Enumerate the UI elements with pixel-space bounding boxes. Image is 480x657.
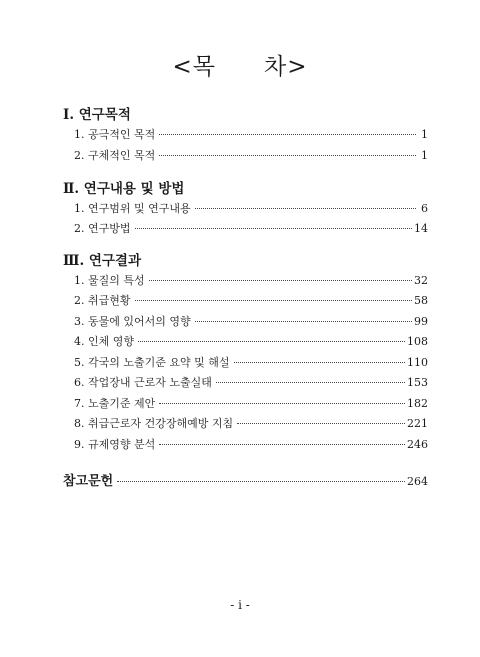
dot-leader (159, 155, 416, 156)
toc-entry[interactable] (74, 220, 428, 236)
dot-leader (149, 280, 412, 281)
toc-entry-page: 108 (407, 335, 428, 348)
toc-entry[interactable] (74, 374, 428, 390)
toc-entry-label: 9. 규제영향 분석 (74, 438, 156, 451)
dot-leader (159, 403, 405, 404)
toc-entry-label: 2. 취급현황 (74, 294, 131, 307)
dot-leader (216, 382, 405, 383)
toc-entry-label: 6. 작업장내 근로자 노출실태 (74, 376, 212, 389)
references-page: 264 (407, 475, 428, 488)
dot-leader (195, 321, 412, 322)
toc-entry-page: 110 (407, 356, 428, 369)
toc-entry-page: 153 (407, 376, 428, 389)
toc-entry[interactable] (74, 395, 428, 411)
page-title: <목 차> (172, 54, 308, 80)
dot-leader (135, 300, 413, 301)
toc-entry-label: 3. 동물에 있어서의 영향 (74, 315, 191, 328)
toc-entry-page: 32 (414, 274, 428, 287)
toc-entry-page: 99 (414, 315, 428, 328)
toc-entry[interactable] (74, 292, 428, 308)
dot-leader (237, 423, 405, 424)
dot-leader (159, 444, 405, 445)
toc-entry-label: 7. 노출기준 제안 (74, 397, 156, 410)
dot-leader (234, 362, 406, 363)
toc-entry[interactable] (74, 436, 428, 452)
toc-entry[interactable] (74, 147, 428, 163)
toc-entry-page: 182 (407, 397, 428, 410)
dot-leader (135, 228, 413, 229)
toc-entry-label: 1. 공극적인 목적 (74, 128, 156, 141)
toc-entry[interactable] (74, 354, 428, 370)
toc-entry[interactable] (74, 272, 428, 288)
toc-entry-label: 2. 구체적인 목적 (74, 149, 156, 162)
section-heading-1: Ⅰ. 연구목적 (63, 107, 131, 123)
toc-entry-page: 1 (421, 149, 428, 162)
toc-entry-label: 1. 물질의 특성 (74, 274, 145, 287)
toc-entry-page: 221 (407, 417, 428, 430)
toc-entry[interactable] (74, 313, 428, 329)
toc-entry-label: 1. 연구범위 및 연구내용 (74, 202, 191, 215)
toc-entry-page: 14 (414, 222, 428, 235)
section-heading-3: Ⅲ. 연구결과 (63, 253, 142, 269)
toc-entry[interactable] (74, 126, 428, 142)
dot-leader (117, 481, 405, 482)
dot-leader (195, 208, 416, 209)
toc-entry-page: 58 (414, 294, 428, 307)
toc-entry-label: 5. 각국의 노출기준 요약 및 해설 (74, 356, 230, 369)
toc-entry-label: 4. 인체 영향 (74, 335, 134, 348)
toc-entry[interactable] (74, 333, 428, 349)
toc-entry[interactable] (74, 415, 428, 431)
toc-entry-page: 6 (421, 202, 428, 215)
toc-entry-label: 2. 연구방법 (74, 222, 131, 235)
toc-entry-references[interactable] (63, 470, 428, 488)
page-number-footer: - i - (230, 598, 250, 612)
toc-entry[interactable] (74, 200, 428, 216)
toc-entry-page: 246 (407, 438, 428, 451)
section-heading-2: Ⅱ. 연구내용 및 방법 (63, 181, 185, 197)
references-label: 참고문헌 (63, 474, 114, 489)
dot-leader (138, 341, 405, 342)
dot-leader (159, 134, 416, 135)
toc-entry-label: 8. 취급근로자 건강장해예방 지침 (74, 417, 234, 430)
toc-entry-page: 1 (421, 128, 428, 141)
